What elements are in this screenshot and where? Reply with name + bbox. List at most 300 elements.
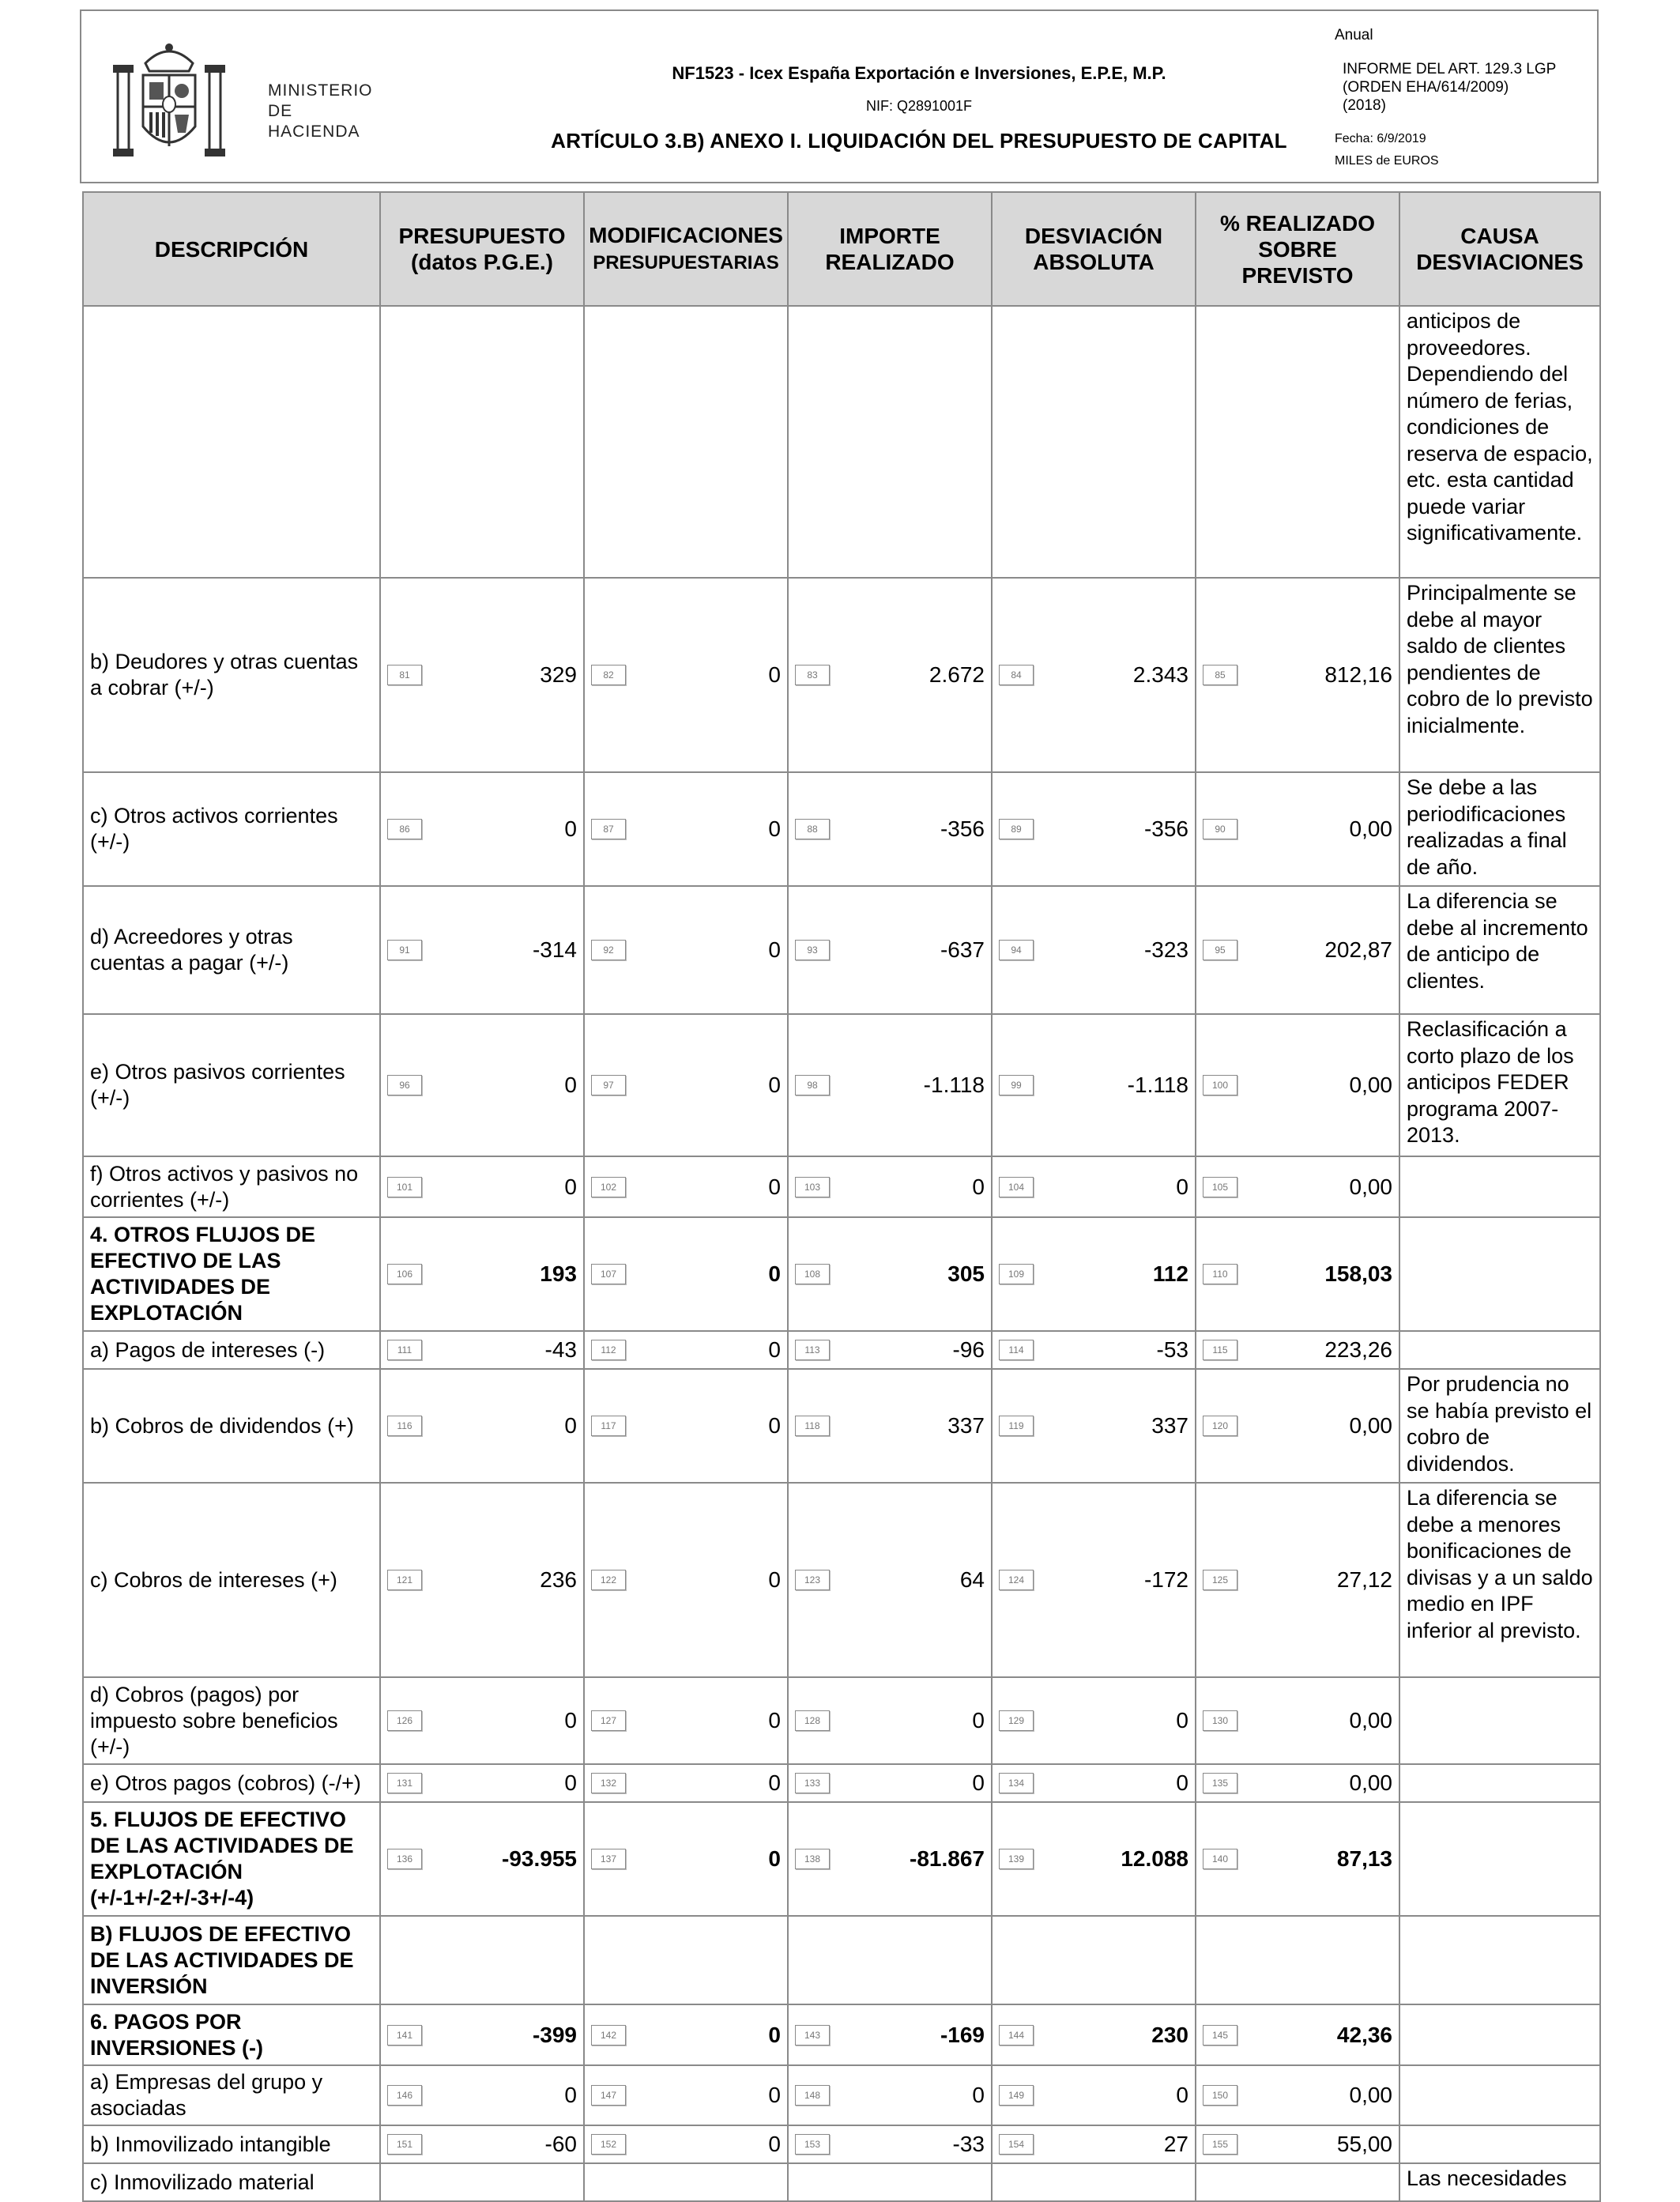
table-row — [83, 1369, 1600, 1483]
value-cell — [788, 306, 992, 578]
col-header-importe: IMPORTE REALIZADO — [788, 192, 992, 306]
cell-value: -314 — [532, 937, 577, 962]
value-cell — [788, 2163, 992, 2201]
cell-value: 0 — [972, 1708, 985, 1733]
row-cause: anticipos de proveedores. Dependiendo del número de ferias, condiciones de reserva de espacio, etc. esta cantidad puede variar significativamente. — [1399, 306, 1600, 578]
periodicity: Anual — [1335, 27, 1373, 43]
value-cell — [584, 1369, 788, 1483]
cell-code-box: 121 — [387, 1570, 422, 1590]
cell-code-box: 88 — [795, 819, 830, 839]
cell-value: 0 — [1176, 1708, 1188, 1733]
value-cell — [380, 1802, 584, 1916]
table-body — [83, 306, 1600, 2201]
value-cell — [788, 2065, 992, 2125]
cell-value: 158,03 — [1324, 1261, 1392, 1286]
value-cell — [1196, 1916, 1399, 2004]
cell-value: 230 — [1151, 2022, 1188, 2047]
report-header — [80, 9, 1599, 183]
value-cell — [380, 306, 584, 578]
value-cell — [584, 1916, 788, 2004]
cell-code-box: 140 — [1203, 1849, 1237, 1869]
cell-code-box: 129 — [999, 1710, 1034, 1731]
cell-code-box: 123 — [795, 1570, 830, 1590]
cell-value: -81.867 — [910, 1846, 985, 1871]
value-cell — [380, 1014, 584, 1156]
row-description: b) Deudores y otras cuentas a cobrar (+/-) — [83, 578, 380, 772]
cell-value: 42,36 — [1336, 2022, 1392, 2047]
ministry-line-1: MINISTERIO — [268, 81, 373, 100]
cell-value: 0 — [564, 2083, 577, 2107]
cell-code-box: 132 — [591, 1773, 626, 1793]
col-header-modificaciones: MODIFICACIONES PRESUPUESTARIAS — [584, 192, 788, 306]
ministry-line-2: DE HACIENDA — [268, 102, 360, 141]
cell-value: 0 — [564, 1770, 577, 1795]
cell-value: 0,00 — [1349, 816, 1392, 841]
value-cell — [788, 578, 992, 772]
value-cell — [584, 1217, 788, 1331]
cell-code-box: 139 — [999, 1849, 1034, 1869]
cell-code-box: 89 — [999, 819, 1034, 839]
report-date: Fecha: 6/9/2019 — [1335, 132, 1426, 145]
row-cause — [1399, 1677, 1600, 1764]
row-description: a) Empresas del grupo y asociadas — [83, 2065, 380, 2125]
value-cell — [992, 2065, 1196, 2125]
cell-code-box: 115 — [1203, 1340, 1237, 1360]
cell-code-box: 101 — [387, 1177, 422, 1197]
table-row — [83, 1677, 1600, 1764]
cell-code-box: 114 — [999, 1340, 1034, 1360]
cell-code-box: 135 — [1203, 1773, 1237, 1793]
cell-value: 202,87 — [1324, 937, 1392, 962]
row-cause — [1399, 2065, 1600, 2125]
cell-code-box: 92 — [591, 940, 626, 960]
cell-code-box: 109 — [999, 1264, 1034, 1284]
value-cell — [788, 1802, 992, 1916]
entity-nif: NIF: Q2891001F — [865, 98, 973, 114]
table-row — [83, 2125, 1600, 2163]
value-cell — [992, 1331, 1196, 1369]
cell-value: -93.955 — [502, 1846, 577, 1871]
row-cause: Principalmente se debe al mayor saldo de clientes pendientes de cobro de lo previsto inicialmente. — [1399, 578, 1600, 772]
table-row — [83, 772, 1600, 886]
row-description: 5. FLUJOS DE EFECTIVO DE LAS ACTIVIDADES DE EXPLOTACIÓN (+/-1+/-2+/-3+/-4) — [83, 1802, 380, 1916]
value-cell — [584, 1764, 788, 1802]
cell-code-box: 146 — [387, 2085, 422, 2106]
value-cell — [584, 578, 788, 772]
cell-code-box: 90 — [1203, 819, 1237, 839]
value-cell — [1196, 1331, 1399, 1369]
cell-code-box: 113 — [795, 1340, 830, 1360]
cell-code-box: 124 — [999, 1570, 1034, 1590]
row-description: c) Inmovilizado material — [83, 2163, 380, 2201]
row-description: a) Pagos de intereses (-) — [83, 1331, 380, 1369]
value-cell — [380, 1156, 584, 1217]
cell-code-box: 85 — [1203, 665, 1237, 685]
cell-code-box: 102 — [591, 1177, 626, 1197]
row-cause — [1399, 1156, 1600, 1217]
cell-code-box: 143 — [795, 2025, 830, 2046]
value-cell — [992, 1677, 1196, 1764]
value-cell — [1196, 2163, 1399, 2201]
cell-value: 0 — [768, 1413, 781, 1438]
cell-value: 223,26 — [1324, 1337, 1392, 1362]
row-description: B) FLUJOS DE EFECTIVO DE LAS ACTIVIDADES DE INVERSIÓN — [83, 1916, 380, 2004]
cell-value: 0 — [768, 1174, 781, 1199]
value-cell — [992, 578, 1196, 772]
row-cause — [1399, 1331, 1600, 1369]
table-row — [83, 1331, 1600, 1369]
row-description: 6. PAGOS POR INVERSIONES (-) — [83, 2004, 380, 2065]
cell-value: 0 — [564, 1413, 577, 1438]
value-cell — [992, 1764, 1196, 1802]
table-row — [83, 1217, 1600, 1331]
cell-value: 2.672 — [929, 662, 985, 687]
col-header-desviacion: DESVIACIÓN ABSOLUTA — [992, 192, 1196, 306]
cell-value: 0,00 — [1349, 2083, 1392, 2107]
value-cell — [380, 2004, 584, 2065]
report-reference: INFORME DEL ART. 129.3 LGP (ORDEN EHA/614/2009) (2018) — [1343, 61, 1557, 114]
value-cell — [584, 1156, 788, 1217]
article-title: ARTÍCULO 3.B) ANEXO I. LIQUIDACIÓN DEL PRESUPUESTO DE CAPITAL — [551, 129, 1287, 153]
cell-code-box: 152 — [591, 2134, 626, 2155]
cell-code-box: 93 — [795, 940, 830, 960]
cell-code-box: 117 — [591, 1416, 626, 1436]
cell-code-box: 155 — [1203, 2134, 1237, 2155]
title-block — [492, 52, 1346, 153]
value-cell — [992, 1916, 1196, 2004]
row-cause — [1399, 2125, 1600, 2163]
ministry-name — [268, 81, 373, 142]
value-cell — [380, 2065, 584, 2125]
capital-budget-table — [82, 191, 1601, 2202]
cell-value: 87,13 — [1336, 1846, 1392, 1871]
col-header-causa: CAUSA DESVIACIONES — [1399, 192, 1600, 306]
cell-code-box: 96 — [387, 1075, 422, 1095]
row-description: c) Otros activos corrientes (+/-) — [83, 772, 380, 886]
coat-of-arms-icon — [110, 40, 228, 166]
cell-code-box: 142 — [591, 2025, 626, 2046]
cell-code-box: 148 — [795, 2085, 830, 2106]
value-cell — [992, 1483, 1196, 1677]
cell-code-box: 127 — [591, 1710, 626, 1731]
value-cell — [1196, 1369, 1399, 1483]
cell-code-box: 111 — [387, 1340, 422, 1360]
value-cell — [584, 2125, 788, 2163]
row-description: f) Otros activos y pasivos no corrientes (+/-) — [83, 1156, 380, 1217]
row-description: c) Cobros de intereses (+) — [83, 1483, 380, 1677]
value-cell — [380, 1217, 584, 1331]
value-cell — [992, 2004, 1196, 2065]
value-cell — [788, 886, 992, 1014]
cell-value: 0,00 — [1349, 1708, 1392, 1733]
table-header-row — [83, 192, 1600, 306]
cell-value: 0 — [768, 816, 781, 841]
cell-code-box: 126 — [387, 1710, 422, 1731]
value-cell — [584, 886, 788, 1014]
value-cell — [788, 1217, 992, 1331]
cell-code-box: 110 — [1203, 1264, 1237, 1284]
value-cell — [584, 2004, 788, 2065]
cell-value: 12.088 — [1121, 1846, 1188, 1871]
cell-code-box: 144 — [999, 2025, 1034, 2046]
cell-code-box: 91 — [387, 940, 422, 960]
value-cell — [1196, 2125, 1399, 2163]
cell-code-box: 100 — [1203, 1075, 1237, 1095]
cell-code-box: 97 — [591, 1075, 626, 1095]
value-cell — [788, 1764, 992, 1802]
cell-code-box: 131 — [387, 1773, 422, 1793]
value-cell — [584, 306, 788, 578]
cell-code-box: 94 — [999, 940, 1034, 960]
table-row — [83, 2004, 1600, 2065]
cell-code-box: 105 — [1203, 1177, 1237, 1197]
value-cell — [584, 2065, 788, 2125]
table-row — [83, 306, 1600, 578]
cell-code-box: 149 — [999, 2085, 1034, 2106]
cell-value: 337 — [1151, 1413, 1188, 1438]
value-cell — [1196, 1156, 1399, 1217]
value-cell — [1196, 1802, 1399, 1916]
value-cell — [1196, 1764, 1399, 1802]
cell-code-box: 103 — [795, 1177, 830, 1197]
cell-value: 0 — [768, 662, 781, 687]
cell-code-box: 81 — [387, 665, 422, 685]
value-cell — [584, 1677, 788, 1764]
cell-code-box: 136 — [387, 1849, 422, 1869]
cell-value: 329 — [540, 662, 577, 687]
cell-code-box: 153 — [795, 2134, 830, 2155]
value-cell — [1196, 1014, 1399, 1156]
cell-code-box: 125 — [1203, 1570, 1237, 1590]
cell-code-box: 118 — [795, 1416, 830, 1436]
cell-value: 0 — [1176, 2083, 1188, 2107]
cell-code-box: 108 — [795, 1264, 830, 1284]
cell-value: -53 — [1156, 1337, 1188, 1362]
value-cell — [380, 886, 584, 1014]
cell-value: 0 — [564, 816, 577, 841]
table-row — [83, 886, 1600, 1014]
col-header-presupuesto: PRESUPUESTO (datos P.G.E.) — [380, 192, 584, 306]
value-cell — [1196, 772, 1399, 886]
table-row — [83, 2065, 1600, 2125]
value-cell — [992, 306, 1196, 578]
value-cell — [788, 1014, 992, 1156]
row-cause — [1399, 1916, 1600, 2004]
value-cell — [1196, 2065, 1399, 2125]
row-cause — [1399, 1802, 1600, 1916]
cell-code-box: 99 — [999, 1075, 1034, 1095]
cell-value: 0 — [1176, 1770, 1188, 1795]
cell-value: 0 — [768, 1708, 781, 1733]
table-row — [83, 1156, 1600, 1217]
cell-code-box: 106 — [387, 1264, 422, 1284]
cell-value: 2.343 — [1132, 662, 1188, 687]
cell-code-box: 112 — [591, 1340, 626, 1360]
cell-code-box: 134 — [999, 1773, 1034, 1793]
value-cell — [788, 1331, 992, 1369]
value-cell — [992, 1014, 1196, 1156]
cell-value: 0 — [768, 1567, 781, 1592]
value-cell — [380, 1916, 584, 2004]
cell-code-box: 120 — [1203, 1416, 1237, 1436]
cell-value: 0 — [768, 1073, 781, 1097]
row-cause: Por prudencia no se había previsto el cobro de dividendos. — [1399, 1369, 1600, 1483]
cell-value: -172 — [1143, 1567, 1188, 1592]
cell-code-box: 130 — [1203, 1710, 1237, 1731]
value-cell — [380, 1677, 584, 1764]
cell-code-box: 128 — [795, 1710, 830, 1731]
value-cell — [584, 1014, 788, 1156]
cell-value: -60 — [544, 2132, 577, 2156]
cell-value: -169 — [940, 2022, 985, 2047]
value-cell — [1196, 2004, 1399, 2065]
cell-code-box: 95 — [1203, 940, 1237, 960]
cell-value: 0 — [564, 1708, 577, 1733]
report-units: MILES de EUROS — [1335, 154, 1439, 168]
cell-code-box: 86 — [387, 819, 422, 839]
cell-code-box: 141 — [387, 2025, 422, 2046]
cell-value: 0,00 — [1349, 1073, 1392, 1097]
value-cell — [788, 1483, 992, 1677]
cell-code-box: 145 — [1203, 2025, 1237, 2046]
value-cell — [788, 1156, 992, 1217]
cell-value: 0,00 — [1349, 1413, 1392, 1438]
cell-value: 27,12 — [1336, 1567, 1392, 1592]
cell-value: -96 — [952, 1337, 985, 1362]
value-cell — [992, 1217, 1196, 1331]
cell-code-box: 137 — [591, 1849, 626, 1869]
ministry-logo — [110, 40, 371, 174]
value-cell — [380, 772, 584, 886]
table-row — [83, 1916, 1600, 2004]
cell-code-box: 104 — [999, 1177, 1034, 1197]
col-header-descripcion: DESCRIPCIÓN — [83, 192, 380, 306]
value-cell — [380, 1369, 584, 1483]
cell-code-box: 122 — [591, 1570, 626, 1590]
value-cell — [1196, 306, 1399, 578]
row-cause: Las necesidades — [1399, 2163, 1600, 2201]
cell-value: -323 — [1143, 937, 1188, 962]
cell-code-box: 107 — [591, 1264, 626, 1284]
entity-title: NF1523 - Icex España Exportación e Inversiones, E.P.E, M.P. — [672, 63, 1166, 83]
cell-code-box: 84 — [999, 665, 1034, 685]
value-cell — [992, 1802, 1196, 1916]
row-description: e) Otros pasivos corrientes (+/-) — [83, 1014, 380, 1156]
cell-value: 0 — [768, 2132, 781, 2156]
cell-value: 0 — [564, 1174, 577, 1199]
row-description: d) Cobros (pagos) por impuesto sobre beneficios (+/-) — [83, 1677, 380, 1764]
cell-value: 112 — [1152, 1261, 1188, 1286]
cell-code-box: 119 — [999, 1416, 1034, 1436]
row-cause — [1399, 1217, 1600, 1331]
row-description: b) Inmovilizado intangible — [83, 2125, 380, 2163]
cell-value: -637 — [940, 937, 985, 962]
value-cell — [380, 578, 584, 772]
value-cell — [380, 1764, 584, 1802]
value-cell — [584, 2163, 788, 2201]
value-cell — [1196, 578, 1399, 772]
cell-code-box: 116 — [387, 1416, 422, 1436]
cell-value: 0,00 — [1349, 1174, 1392, 1199]
col-header-realizado: % REALIZADO SOBRE PREVISTO — [1196, 192, 1399, 306]
row-cause: La diferencia se debe a menores bonificaciones de divisas y a un saldo medio en IPF inferior al previsto. — [1399, 1483, 1600, 1677]
cell-value: 64 — [959, 1567, 985, 1592]
row-description: b) Cobros de dividendos (+) — [83, 1369, 380, 1483]
table-row — [83, 1014, 1600, 1156]
value-cell — [788, 2004, 992, 2065]
value-cell — [992, 772, 1196, 886]
value-cell — [380, 2163, 584, 2201]
value-cell — [788, 1677, 992, 1764]
cell-code-box: 98 — [795, 1075, 830, 1095]
value-cell — [788, 1369, 992, 1483]
cell-code-box: 150 — [1203, 2085, 1237, 2106]
value-cell — [380, 1331, 584, 1369]
value-cell — [584, 1802, 788, 1916]
cell-value: 812,16 — [1324, 662, 1392, 687]
value-cell — [992, 2125, 1196, 2163]
cell-value: 0 — [972, 1770, 985, 1795]
cell-value: -43 — [544, 1337, 577, 1362]
value-cell — [584, 1483, 788, 1677]
row-description: d) Acreedores y otras cuentas a pagar (+/-) — [83, 886, 380, 1014]
value-cell — [584, 772, 788, 886]
cell-value: 0 — [972, 1174, 985, 1199]
cell-value: 0 — [768, 2083, 781, 2107]
cell-value: 0 — [1176, 1174, 1188, 1199]
cell-code-box: 154 — [999, 2134, 1034, 2155]
cell-value: 305 — [947, 1261, 985, 1286]
value-cell — [1196, 1483, 1399, 1677]
cell-value: 337 — [947, 1413, 985, 1438]
cell-value: -1.118 — [923, 1073, 985, 1097]
report-info — [1335, 27, 1595, 168]
cell-value: -1.118 — [1127, 1073, 1188, 1097]
cell-code-box: 87 — [591, 819, 626, 839]
table-row — [83, 1764, 1600, 1802]
cell-value: 0 — [768, 1770, 781, 1795]
value-cell — [992, 1156, 1196, 1217]
cell-value: 0 — [768, 1337, 781, 1362]
cell-value: 0 — [768, 2022, 781, 2047]
row-cause — [1399, 2004, 1600, 2065]
cell-value: 0 — [972, 2083, 985, 2107]
value-cell — [788, 2125, 992, 2163]
cell-value: -399 — [532, 2022, 577, 2047]
row-description: e) Otros pagos (cobros) (-/+) — [83, 1764, 380, 1802]
cell-value: -33 — [952, 2132, 985, 2156]
row-description: 4. OTROS FLUJOS DE EFECTIVO DE LAS ACTIVIDADES DE EXPLOTACIÓN — [83, 1217, 380, 1331]
cell-value: -356 — [1143, 816, 1188, 841]
value-cell — [1196, 1217, 1399, 1331]
cell-code-box: 138 — [795, 1849, 830, 1869]
cell-code-box: 82 — [591, 665, 626, 685]
value-cell — [1196, 886, 1399, 1014]
cell-code-box: 83 — [795, 665, 830, 685]
row-description — [83, 306, 380, 578]
table-row — [83, 1483, 1600, 1677]
cell-value: 55,00 — [1336, 2132, 1392, 2156]
value-cell — [788, 1916, 992, 2004]
value-cell — [380, 2125, 584, 2163]
cell-value: 236 — [540, 1567, 577, 1592]
table-row — [83, 578, 1600, 772]
value-cell — [788, 772, 992, 886]
value-cell — [992, 886, 1196, 1014]
cell-value: 0 — [564, 1073, 577, 1097]
cell-code-box: 133 — [795, 1773, 830, 1793]
value-cell — [1196, 1677, 1399, 1764]
